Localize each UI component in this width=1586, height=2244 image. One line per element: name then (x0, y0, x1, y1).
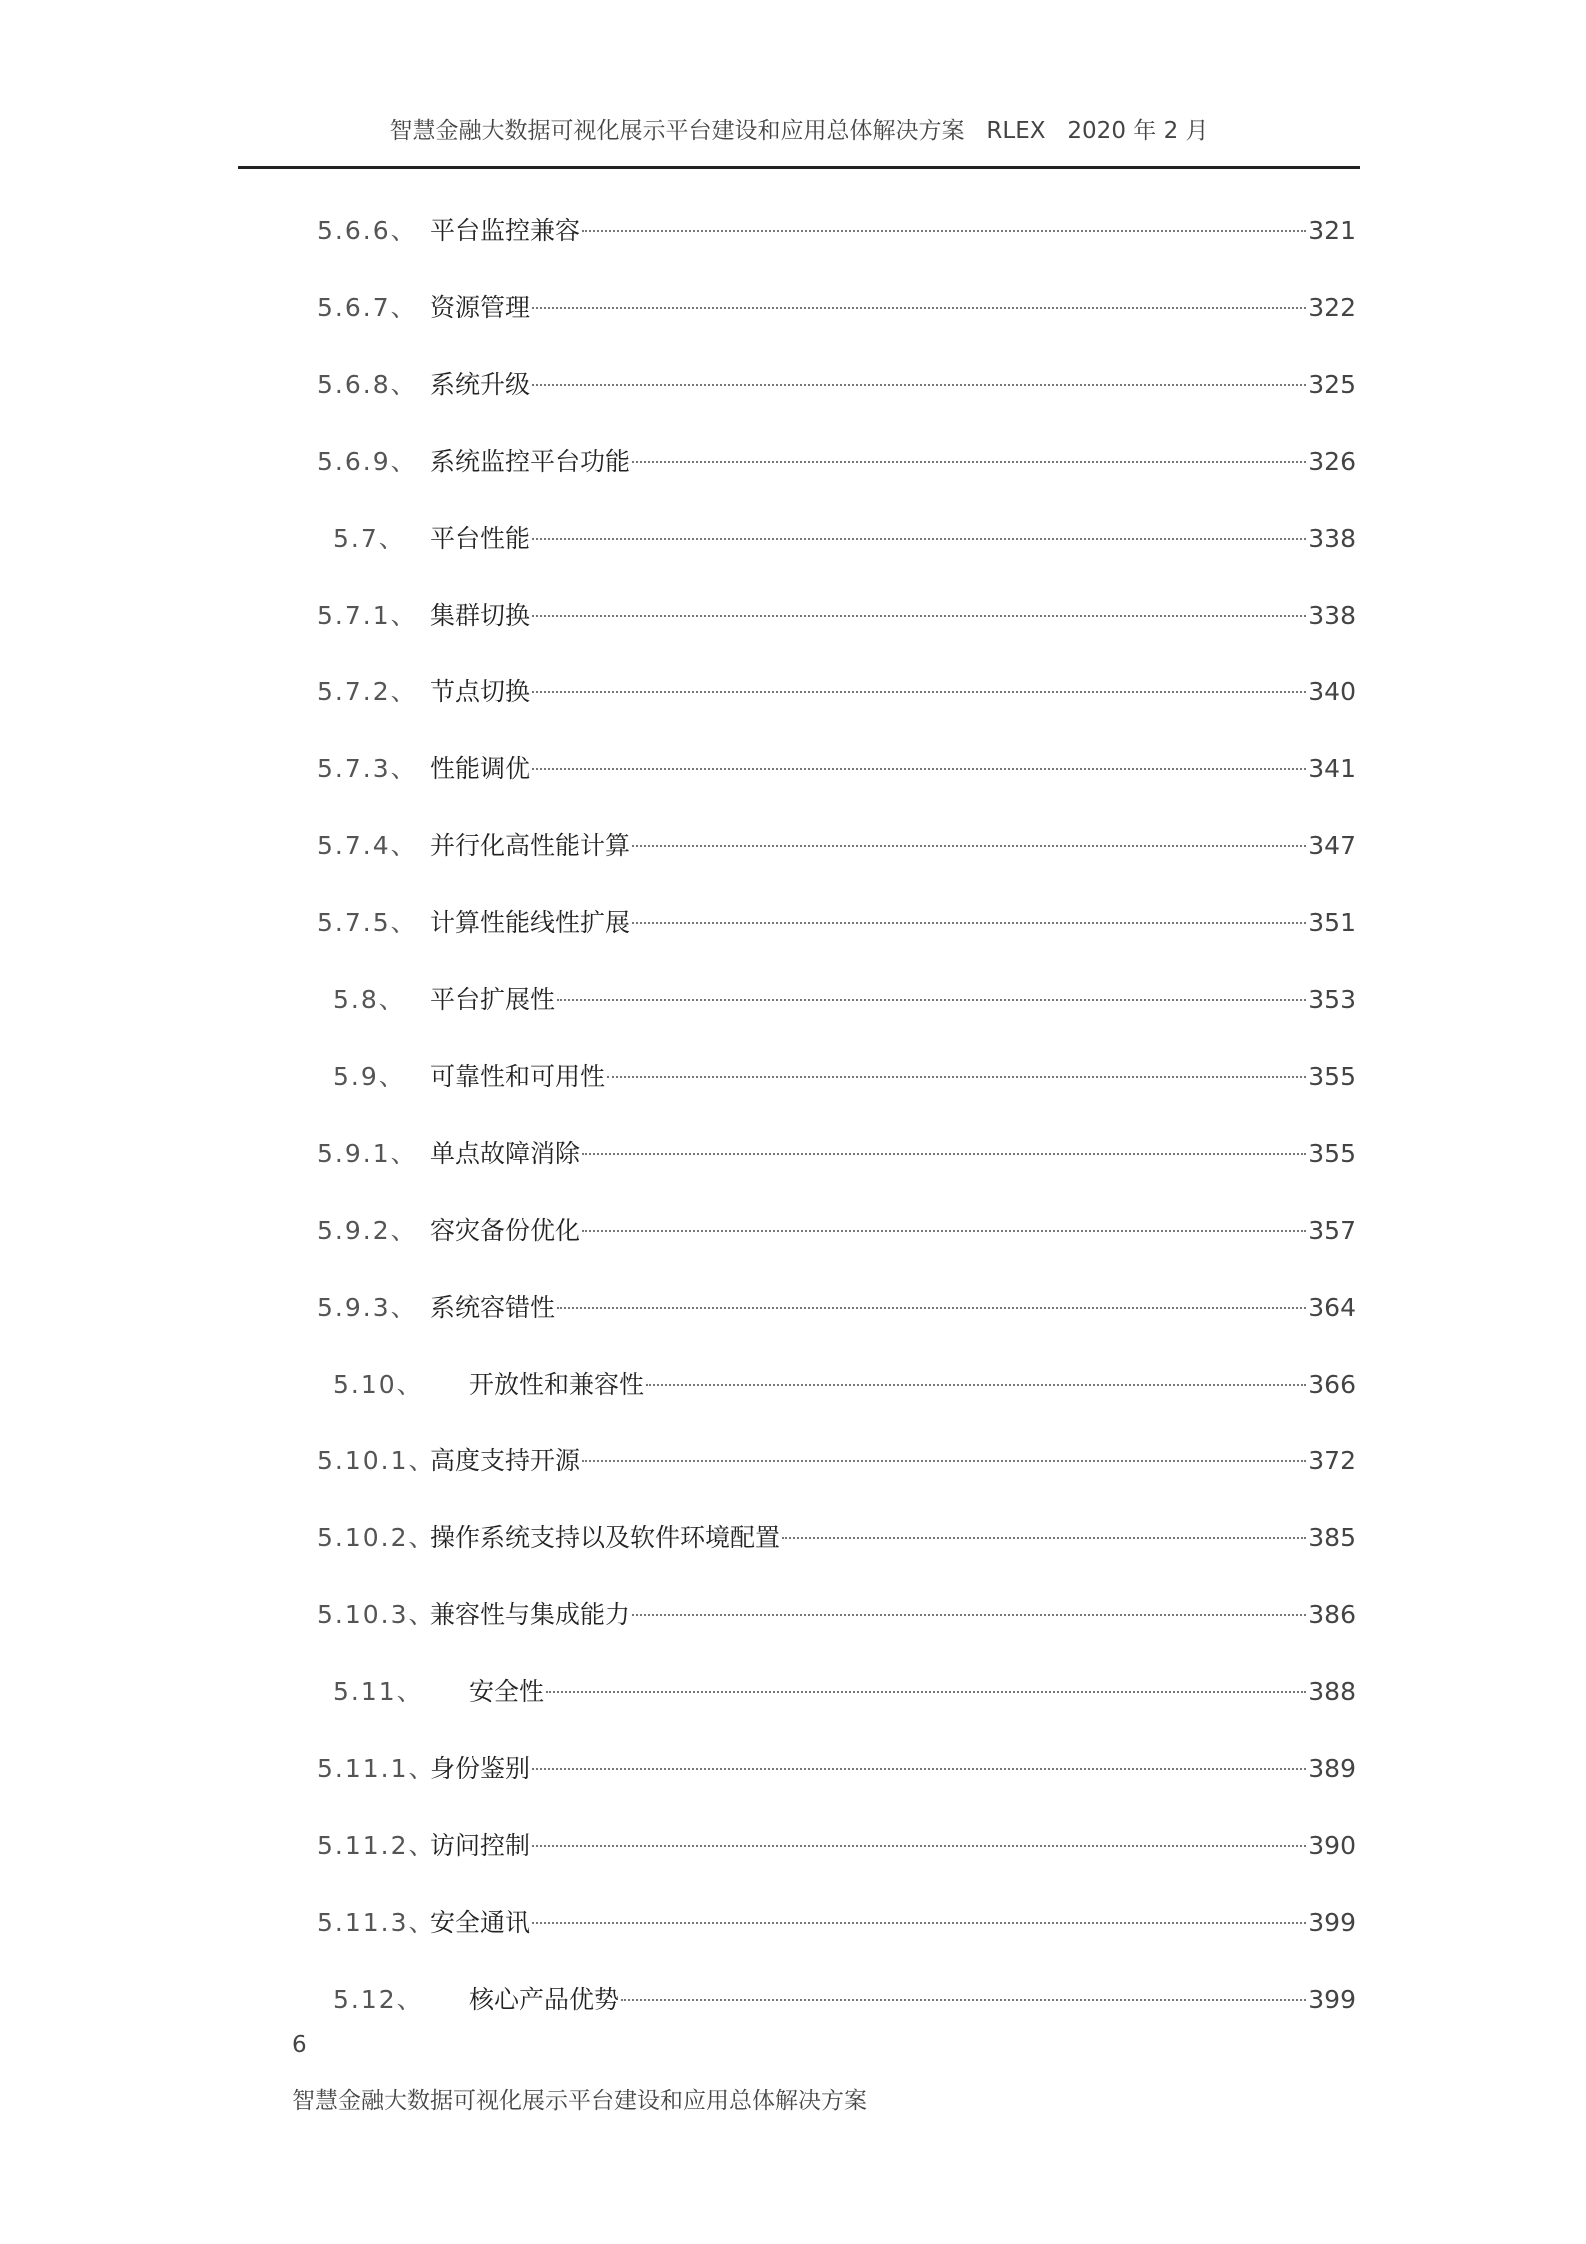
toc-leader-dots (782, 1537, 1306, 1539)
toc-leader-dots (557, 1307, 1306, 1309)
toc-entry-number: 5.11、 (333, 1677, 424, 1707)
toc-entry-line (430, 1595, 1356, 1635)
toc-leader-dots (632, 922, 1306, 924)
toc-entry-line (430, 365, 1356, 405)
toc-leader-dots (582, 1230, 1306, 1232)
toc-leader-dots (532, 1845, 1306, 1847)
toc-entry-line (469, 1672, 1356, 1712)
toc-entry-title[interactable]: 计算性能线性扩展 (430, 908, 631, 938)
toc-entry-number: 5.8、 (333, 985, 406, 1014)
toc-leader-dots (532, 768, 1306, 770)
toc-entry-number: 5.11.1、 (317, 1754, 436, 1783)
toc-leader-dots (607, 1076, 1306, 1078)
toc-entry[interactable] (0, 826, 1586, 866)
footer-page-number: 6 (292, 2032, 307, 2058)
toc-entry-number: 5.7、 (333, 523, 406, 553)
toc-entry-page: 353 (1308, 985, 1356, 1014)
toc-leader-dots (582, 230, 1306, 232)
toc-entry-line (430, 1826, 1356, 1866)
toc-entry[interactable] (0, 1826, 1586, 1866)
toc-entry-title[interactable]: 核心产品优势 (469, 1984, 620, 2014)
toc-entry-title[interactable]: 操作系统支持以及软件环境配置 (430, 1523, 781, 1553)
toc-entry[interactable] (0, 1518, 1586, 1558)
toc-entry-number: 5.6.9、 (317, 446, 418, 476)
toc-entry[interactable] (0, 1288, 1586, 1328)
toc-entry-number: 5.7.3、 (317, 754, 418, 784)
toc-entry[interactable] (0, 365, 1586, 405)
toc-entry-page: 338 (1308, 523, 1356, 553)
toc-leader-dots (632, 845, 1306, 847)
toc-entry-line (430, 826, 1356, 866)
toc-entry-title[interactable]: 并行化高性能计算 (430, 831, 631, 861)
toc-entry[interactable] (0, 903, 1586, 943)
toc-entry-line (430, 980, 1356, 1020)
toc-leader-dots (632, 461, 1306, 463)
toc-entry-number: 5.11.2、 (317, 1830, 436, 1860)
toc-leader-dots (546, 1691, 1306, 1693)
toc-entry-page: 390 (1308, 1830, 1356, 1860)
toc-leader-dots (532, 384, 1306, 386)
toc-entry-page: 364 (1308, 1292, 1356, 1322)
toc-entry-page: 326 (1308, 446, 1356, 476)
toc-entry-title[interactable]: 系统容错性 (430, 1292, 556, 1322)
toc-entry-page: 340 (1308, 677, 1356, 707)
toc-entry-title[interactable]: 性能调优 (430, 754, 531, 784)
toc-entry-page: 385 (1308, 1523, 1356, 1553)
toc-leader-dots (646, 1384, 1306, 1386)
toc-entry-page: 399 (1308, 1907, 1356, 1937)
toc-entry-number: 5.10.1、 (317, 1446, 436, 1476)
toc-entry-line (430, 519, 1356, 559)
toc-entry-title[interactable]: 集群切换 (430, 600, 531, 630)
toc-entry-page: 372 (1308, 1446, 1356, 1476)
toc-entry-title[interactable]: 容灾备份优化 (430, 1215, 581, 1245)
toc-entry-title[interactable]: 节点切换 (430, 677, 531, 707)
toc-leader-dots (532, 538, 1306, 540)
toc-leader-dots (532, 1768, 1306, 1770)
toc-entry-page: 355 (1308, 1138, 1356, 1168)
toc-entry-title[interactable]: 平台监控兼容 (430, 216, 581, 245)
toc-entry-number: 5.7.5、 (317, 908, 418, 938)
toc-entry[interactable] (0, 1211, 1586, 1251)
toc-entry-number: 5.7.1、 (317, 600, 418, 630)
toc-leader-dots (532, 615, 1306, 617)
toc-entry[interactable] (0, 672, 1586, 712)
toc-entry-title[interactable]: 兼容性与集成能力 (430, 1600, 631, 1630)
toc-entry[interactable] (0, 1595, 1586, 1635)
toc-entry-number: 5.9、 (333, 1061, 406, 1091)
toc-entry-number: 5.10.3、 (317, 1600, 436, 1630)
toc-entry-title[interactable]: 开放性和兼容性 (469, 1369, 645, 1399)
toc-entry-page: 366 (1308, 1369, 1356, 1399)
toc-entry-page: 355 (1308, 1061, 1356, 1091)
footer-text: 智慧金融大数据可视化展示平台建设和应用总体解决方案 (292, 2088, 867, 2114)
toc-entry[interactable] (0, 519, 1586, 559)
toc-entry-number: 5.10、 (333, 1369, 424, 1399)
toc-entry[interactable] (0, 211, 1586, 251)
toc-entry-page: 325 (1308, 369, 1356, 399)
toc-entry[interactable] (0, 980, 1586, 1020)
toc-entry[interactable] (0, 1365, 1586, 1405)
toc-entry-line (469, 1365, 1356, 1405)
toc-entry-line (430, 903, 1356, 943)
toc-entry-line (430, 596, 1356, 636)
toc-entry-line (430, 1211, 1356, 1251)
toc-entry[interactable] (0, 749, 1586, 789)
toc-leader-dots (582, 1460, 1306, 1462)
toc-entry-title[interactable]: 访问控制 (430, 1830, 531, 1860)
toc-entry[interactable] (0, 1672, 1586, 1712)
toc-entry-page: 341 (1308, 754, 1356, 784)
toc-entry-title[interactable]: 资源管理 (430, 292, 531, 322)
toc-entry-line (430, 1057, 1356, 1097)
toc-entry-page: 388 (1308, 1677, 1356, 1707)
toc-entry-page: 399 (1308, 1984, 1356, 2014)
toc-entry-page: 322 (1308, 292, 1356, 322)
toc-entry-number: 5.7.4、 (317, 831, 418, 861)
toc-entry-title[interactable]: 可靠性和可用性 (430, 1061, 606, 1091)
toc-entry-number: 5.6.6、 (317, 216, 418, 245)
toc-entry-title[interactable]: 安全性 (469, 1677, 545, 1707)
toc-entry-page: 351 (1308, 908, 1356, 938)
toc-entry-line (430, 1518, 1356, 1558)
toc-entry[interactable] (0, 1441, 1586, 1481)
toc-entry-number: 5.7.2、 (317, 677, 418, 707)
toc-entry[interactable] (0, 288, 1586, 328)
toc-entry-number: 5.12、 (333, 1984, 424, 2014)
toc-leader-dots (532, 307, 1306, 309)
toc-entry-title[interactable]: 安全通讯 (430, 1907, 531, 1937)
toc-entry-page: 389 (1308, 1754, 1356, 1783)
toc-entry[interactable] (0, 1749, 1586, 1789)
toc-leader-dots (621, 1999, 1306, 2001)
toc-entry-title[interactable]: 系统监控平台功能 (430, 446, 631, 476)
toc-entry-page: 386 (1308, 1600, 1356, 1630)
toc-entry-page: 321 (1308, 216, 1356, 245)
toc-entry-line (430, 211, 1356, 251)
toc-entry-title[interactable]: 单点故障消除 (430, 1138, 581, 1168)
toc-entry-number: 5.10.2、 (317, 1523, 436, 1553)
toc-entry[interactable] (0, 1903, 1586, 1943)
toc-entry-title[interactable]: 系统升级 (430, 369, 531, 399)
toc-entry-line (430, 1441, 1356, 1481)
toc-entry[interactable] (0, 1980, 1586, 2020)
toc-entry-line (430, 1134, 1356, 1174)
toc-leader-dots (632, 1614, 1306, 1616)
toc-entry-line (469, 1980, 1356, 2020)
header-rule (238, 166, 1360, 169)
toc-entry-number: 5.11.3、 (317, 1907, 436, 1937)
toc-entry-title[interactable]: 高度支持开源 (430, 1446, 581, 1476)
toc-leader-dots (582, 1153, 1306, 1155)
toc-entry-number: 5.9.1、 (317, 1138, 418, 1168)
toc-entry-line (430, 672, 1356, 712)
toc-entry[interactable] (0, 596, 1586, 636)
toc-entry-page: 347 (1308, 831, 1356, 861)
toc-entry-page: 338 (1308, 600, 1356, 630)
toc-leader-dots (532, 1922, 1306, 1924)
toc-entry[interactable] (0, 1134, 1586, 1174)
toc-entry-title[interactable]: 平台性能 (430, 523, 531, 553)
toc-entry-title[interactable]: 平台扩展性 (430, 985, 556, 1014)
page-header: 智慧金融大数据可视化展示平台建设和应用总体解决方案 RLEX 2020 年 2 月 (389, 118, 1209, 144)
toc-entry-line (430, 442, 1356, 482)
toc-entry-number: 5.9.2、 (317, 1215, 418, 1245)
toc-entry-line (430, 749, 1356, 789)
toc-entry-number: 5.6.8、 (317, 369, 418, 399)
toc-leader-dots (532, 691, 1306, 693)
toc-entry-page: 357 (1308, 1215, 1356, 1245)
toc-entry-number: 5.6.7、 (317, 292, 418, 322)
toc-entry[interactable] (0, 1057, 1586, 1097)
toc-entry-line (430, 288, 1356, 328)
toc-entry[interactable] (0, 442, 1586, 482)
toc-entry-title[interactable]: 身份鉴别 (430, 1754, 531, 1783)
toc-entry-line (430, 1903, 1356, 1943)
toc-entry-line (430, 1288, 1356, 1328)
toc-entry-number: 5.9.3、 (317, 1292, 418, 1322)
toc-entry-line (430, 1749, 1356, 1789)
toc-leader-dots (557, 999, 1306, 1001)
